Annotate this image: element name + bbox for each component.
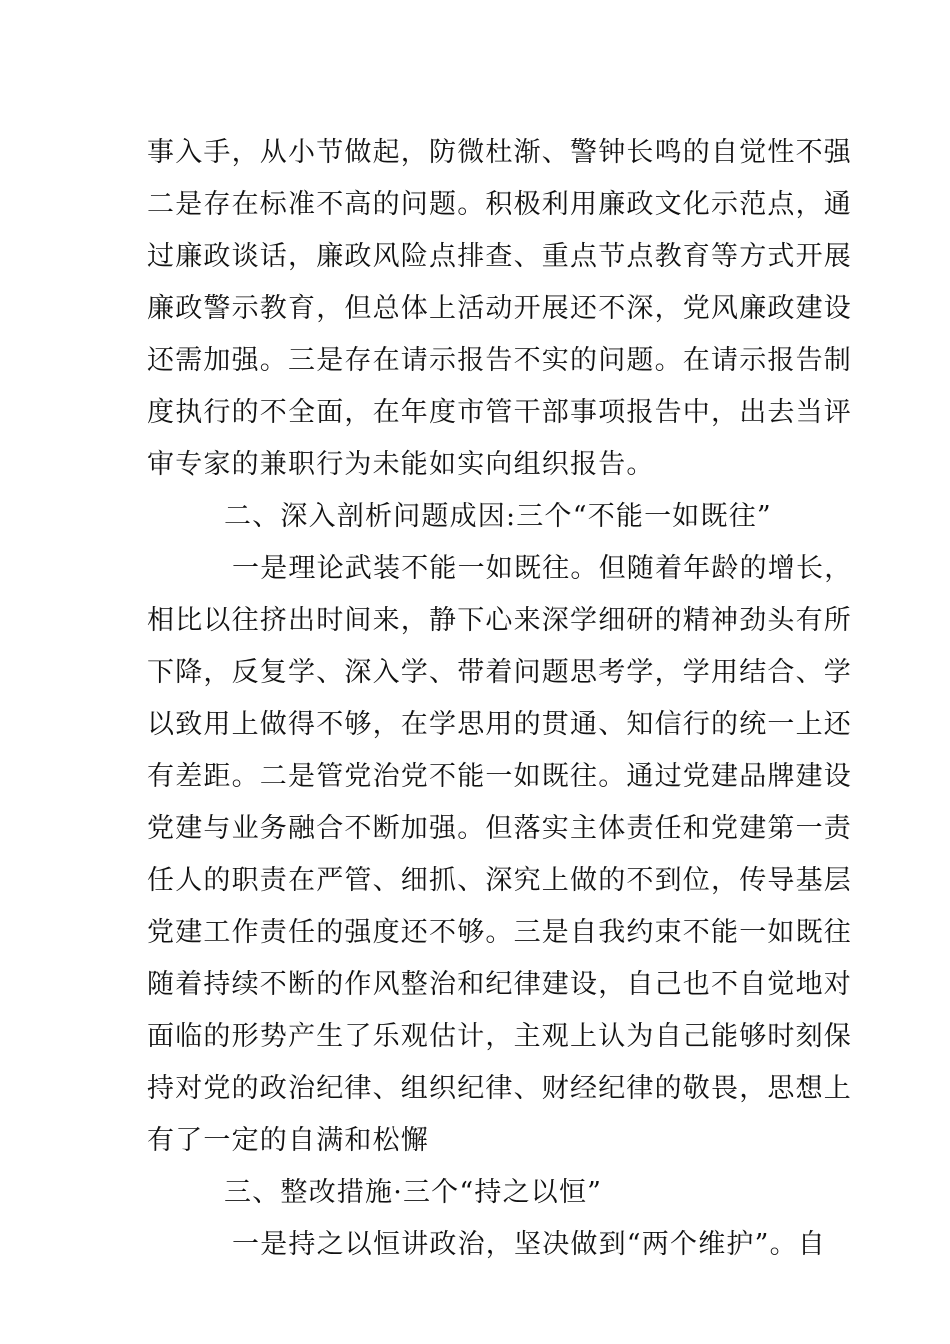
- body-text-line: 审专家的兼职行为未能如实向组织报告。: [147, 449, 655, 480]
- body-text-line: 度执行的不全面，在年度市管干部事项报告中，出去当评: [147, 397, 852, 428]
- body-text-line: 有差距。二是管党治党不能一如既往。通过党建品牌建设: [147, 761, 852, 792]
- body-text-line: 党建与业务融合不断加强。但落实主体责任和党建第一责: [147, 813, 852, 844]
- body-text-line: 还需加强。三是存在请示报告不实的问题。在请示报告制: [147, 345, 852, 376]
- section-heading: 二、深入剖析问题成因:三个“不能一如既往”: [224, 501, 772, 532]
- body-text-line: 随着持续不断的作风整治和纪律建设，自己也不自觉地对: [147, 969, 852, 1000]
- body-text-line: 面临的形势产生了乐观估计，主观上认为自己能够时刻保: [147, 1021, 852, 1052]
- section-heading: 三、整改措施·三个“持之以恒”: [224, 1177, 603, 1208]
- body-text-line: 过廉政谈话，廉政风险点排查、重点节点教育等方式开展: [147, 241, 852, 272]
- body-text-line: 以致用上做得不够，在学思用的贯通、知信行的统一上还: [147, 709, 852, 740]
- body-text-line: 任人的职责在严管、细抓、深究上做的不到位，传导基层: [147, 865, 852, 896]
- body-text-line: 事入手，从小节做起，防微杜渐、警钟长鸣的自觉性不强: [147, 137, 852, 168]
- paragraph-first-line: 一是理论武装不能一如既往。但随着年龄的增长，: [232, 553, 853, 584]
- body-text-line: 党建工作责任的强度还不够。三是自我约束不能一如既往: [147, 917, 852, 948]
- body-text-line: 相比以往挤出时间来，静下心来深学细研的精神劲头有所: [147, 605, 852, 636]
- body-text-line: 二是存在标准不高的问题。积极利用廉政文化示范点，通: [147, 189, 852, 220]
- paragraph-first-line: 一是持之以恒讲政治，坚决做到“两个维护”。自: [232, 1229, 827, 1260]
- body-text-line: 下降，反复学、深入学、带着问题思考学，学用结合、学: [147, 657, 852, 688]
- body-text-line: 廉政警示教育，但总体上活动开展还不深，党风廉政建设: [147, 293, 852, 324]
- body-text-line: 持对党的政治纪律、组织纪律、财经纪律的敬畏，思想上: [147, 1073, 852, 1104]
- body-text-line: 有了一定的自满和松懈: [147, 1125, 429, 1156]
